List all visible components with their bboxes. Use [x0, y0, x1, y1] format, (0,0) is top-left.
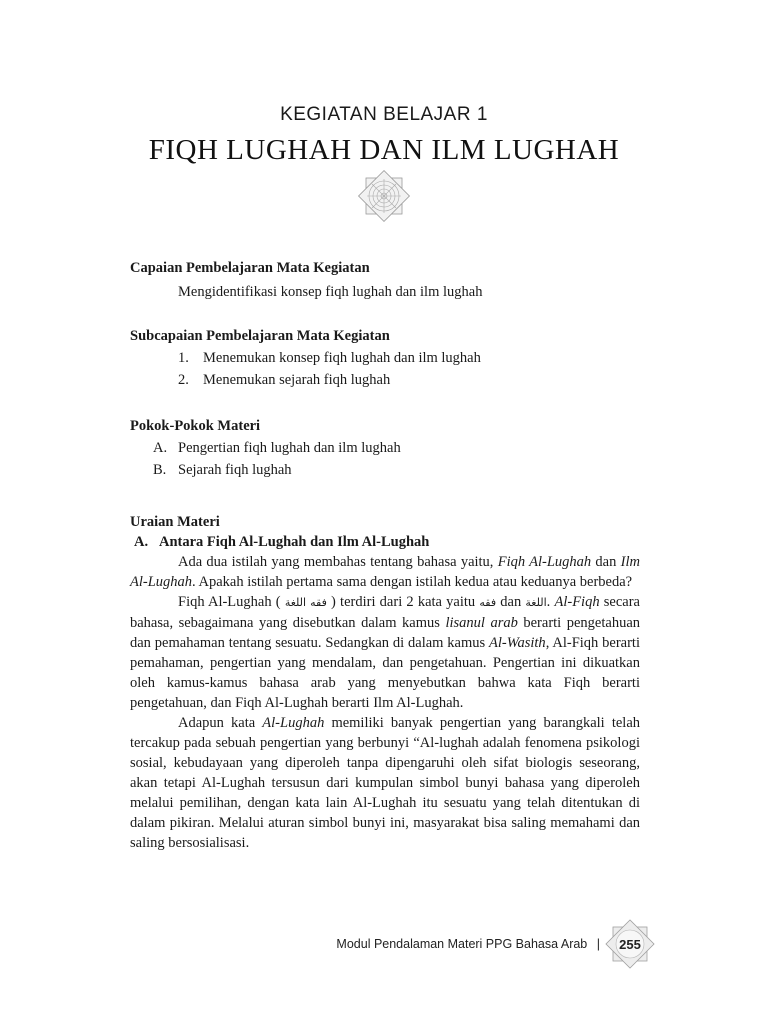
- octagram-ornament-icon: [354, 166, 414, 226]
- activity-subtitle: KEGIATAN BELAJAR 1: [280, 104, 488, 125]
- module-name: Modul Pendalaman Materi PPG Bahasa Arab: [336, 937, 588, 951]
- list-item: A. Pengertian fiqh lughah dan ilm lughah: [153, 440, 401, 456]
- capaian-text: Mengidentifikasi konsep fiqh lughah dan ilm lughah: [178, 284, 483, 300]
- pokok-list: [153, 438, 640, 480]
- section-heading: A. Antara Fiqh Al-Lughah dan Ilm Al-Lughah: [134, 534, 430, 550]
- page-footer: [0, 937, 600, 951]
- list-item: B. Sejarah fiqh lughah: [153, 462, 292, 478]
- paragraph-3: Adapun kata Al-Lughah memiliki banyak pengertian yang barangkali telah tercakup pada sebuah pengertian yang berbunyi “Al-lughah adalah fenomena psikologi sosial, kebudayaan yang diperoleh tanpa dipengaruhi oleh sifat biologis seseorang, akan tetapi Al-Lughah tersusun dari kumpulan simbol bunyi bahasa yang diperoleh melalui pemilihan, dengan kata lain Al-Lughah itu sesuatu yang telah ditentukan di dalam pikiran. Melalui aturan simbol bunyi ini, masyarakat bisa saling memahami dan saling bersosialisasi.: [130, 715, 640, 851]
- subcapaian-list: [178, 348, 640, 390]
- main-content: [130, 258, 640, 853]
- paragraph-1: Ada dua istilah yang membahas tentang bahasa yaitu, Fiqh Al-Lughah dan Ilm Al-Lughah. Apakah istilah pertama sama dengan istilah kedua atau keduanya berbeda?: [130, 554, 640, 590]
- uraian-heading: Uraian Materi: [130, 514, 220, 530]
- footer-separator: |: [596, 937, 600, 951]
- page-number: 255: [619, 936, 641, 952]
- subcapaian-heading: Subcapaian Pembelajaran Mata Kegiatan: [130, 328, 390, 344]
- list-item: 1. Menemukan konsep fiqh lughah dan ilm lughah: [178, 350, 481, 366]
- pokok-heading: Pokok-Pokok Materi: [130, 418, 261, 434]
- paragraph-2: Fiqh Al-Lughah ( فقه اللغة ) terdiri dari 2 kata yaitu فقه dan اللغة. Al-Fiqh secara bahasa, sebagaimana yang disebutkan dalam kamus lisanul arab berarti pengetahuan dan pemahaman tentang sesuatu. Sedangkan di dalam kamus Al-Wasith, Al-Fiqh berarti pemahaman, pengertian yang mendalam, dan pengetahuan. Pengertian ini dikuatkan oleh kamus-kamus bahasa arab yang menyebutkan bahwa kata Fiqh berarti pengetahuan, dan Fiqh Al-Lughah berarti Ilm Al-Lughah.: [130, 594, 641, 711]
- list-item: 2. Menemukan sejarah fiqh lughah: [178, 372, 391, 388]
- capaian-heading: Capaian Pembelajaran Mata Kegiatan: [130, 260, 370, 276]
- page-title: FIQH LUGHAH DAN ILM LUGHAH: [148, 134, 620, 166]
